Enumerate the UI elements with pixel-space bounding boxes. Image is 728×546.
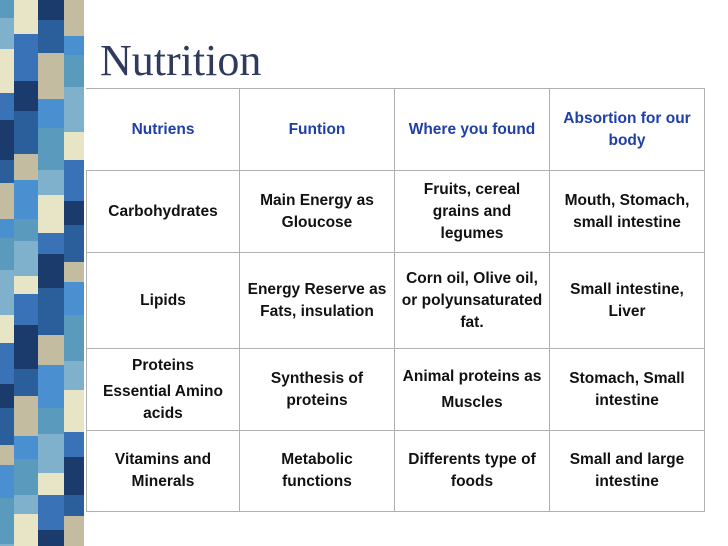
strip-block <box>64 315 84 361</box>
strip-block <box>14 294 38 325</box>
cell-text: Lipids <box>140 291 186 309</box>
strip-block <box>64 262 84 282</box>
strip-block <box>0 445 14 465</box>
strip-block <box>14 154 38 180</box>
header-where-found: Where you found <box>395 89 550 171</box>
strip-block <box>14 514 38 546</box>
cell-function <box>240 171 395 253</box>
strip-block <box>38 20 64 53</box>
cell-text: Small and large intestine <box>569 451 685 490</box>
strip-column <box>14 0 38 546</box>
strip-block <box>38 170 64 195</box>
strip-block <box>38 53 64 99</box>
cell-text: Mouth, Stomach, small intestine <box>564 191 690 231</box>
cell-source <box>395 431 550 512</box>
cell-absorption <box>550 253 705 349</box>
strip-column <box>0 0 14 546</box>
strip-block <box>14 396 38 436</box>
strip-block <box>0 120 14 160</box>
strip-block <box>38 128 64 170</box>
strip-block <box>64 432 84 457</box>
strip-block <box>64 390 84 432</box>
cell-nutrient <box>87 431 240 512</box>
strip-block <box>14 180 38 219</box>
strip-block <box>14 34 38 81</box>
slide-title: Nutrition <box>100 36 262 85</box>
cell-text: Metabolic functions <box>281 451 353 490</box>
strip-block <box>14 0 38 34</box>
cell-text: Differents type of foods <box>408 451 536 490</box>
strip-block <box>38 99 64 128</box>
cell-text: Small intestine, Liver <box>570 280 684 320</box>
strip-block <box>38 254 64 288</box>
strip-block <box>14 111 38 154</box>
strip-block <box>38 530 64 546</box>
cell-nutrient <box>87 171 240 253</box>
strip-block <box>64 225 84 262</box>
strip-block <box>0 160 14 183</box>
strip-block <box>64 132 84 160</box>
strip-block <box>0 0 14 18</box>
cell-nutrient <box>87 253 240 349</box>
strip-block <box>14 219 38 241</box>
strip-block <box>0 465 14 498</box>
strip-block <box>0 408 14 445</box>
cell-function <box>240 253 395 349</box>
cell-absorption <box>550 171 705 253</box>
strip-block <box>64 201 84 225</box>
strip-block <box>14 459 38 495</box>
cell-text: Essential Amino acids <box>102 382 223 422</box>
cell-function <box>240 431 395 512</box>
strip-block <box>14 369 38 396</box>
strip-block <box>38 195 64 233</box>
strip-block <box>14 276 38 294</box>
strip-block <box>38 473 64 495</box>
header-absorption: Absortion for our body <box>550 89 705 171</box>
nutrition-table <box>86 88 705 512</box>
strip-block <box>38 233 64 254</box>
strip-block <box>0 498 14 544</box>
table-row <box>87 253 705 349</box>
table-row <box>87 349 705 431</box>
strip-block <box>64 36 84 55</box>
strip-block <box>64 282 84 315</box>
strip-column <box>64 0 84 546</box>
strip-block <box>64 495 84 516</box>
strip-block <box>38 408 64 434</box>
strip-block <box>14 81 38 111</box>
strip-block <box>14 325 38 369</box>
cell-absorption <box>550 431 705 512</box>
strip-block <box>38 434 64 473</box>
strip-block <box>64 516 84 546</box>
strip-block <box>64 457 84 495</box>
strip-block <box>0 315 14 343</box>
strip-block <box>64 55 84 87</box>
cell-nutrient <box>87 349 240 431</box>
cell-text: Main Energy as Gloucose <box>260 191 374 231</box>
header-nutrients: Nutriens <box>87 89 240 171</box>
strip-block <box>64 361 84 390</box>
cell-text: Proteins <box>131 356 194 374</box>
cell-source <box>395 253 550 349</box>
strip-block <box>64 87 84 132</box>
header-row <box>87 89 705 171</box>
strip-block <box>64 160 84 201</box>
strip-block <box>64 0 84 36</box>
strip-block <box>38 365 64 408</box>
strip-block <box>0 183 14 219</box>
strip-block <box>0 219 14 238</box>
cell-absorption <box>550 349 705 431</box>
header-function: Funtion <box>240 89 395 171</box>
cell-text: Animal proteins as <box>402 367 542 385</box>
cell-text: Muscles <box>441 393 503 411</box>
strip-block <box>0 384 14 408</box>
cell-text: Vitamins and Minerals <box>114 451 212 490</box>
strip-block <box>0 238 14 270</box>
cell-source <box>395 171 550 253</box>
cell-text: Stomach, Small intestine <box>569 369 685 409</box>
table-row <box>87 171 705 253</box>
table-row <box>87 431 705 512</box>
cell-text: Fruits, cereal grains and legumes <box>423 180 521 242</box>
strip-block <box>0 343 14 384</box>
strip-block <box>14 495 38 514</box>
strip-block <box>0 49 14 93</box>
cell-function <box>240 349 395 431</box>
cell-text: Corn oil, Olive oil, or polyunsaturated fat. <box>401 269 543 331</box>
cell-text: Energy Reserve as Fats, insulation <box>247 280 387 320</box>
strip-block <box>14 241 38 276</box>
strip-block <box>38 288 64 335</box>
decorative-side-strip <box>0 0 84 546</box>
cell-source <box>395 349 550 431</box>
strip-block <box>0 93 14 120</box>
cell-text: Carbohydrates <box>108 202 218 220</box>
strip-block <box>14 436 38 459</box>
cell-text: Synthesis of proteins <box>270 369 364 409</box>
strip-block <box>0 18 14 49</box>
strip-block <box>0 270 14 315</box>
strip-block <box>38 495 64 530</box>
strip-block <box>38 0 64 20</box>
strip-block <box>38 335 64 365</box>
strip-column <box>38 0 64 546</box>
